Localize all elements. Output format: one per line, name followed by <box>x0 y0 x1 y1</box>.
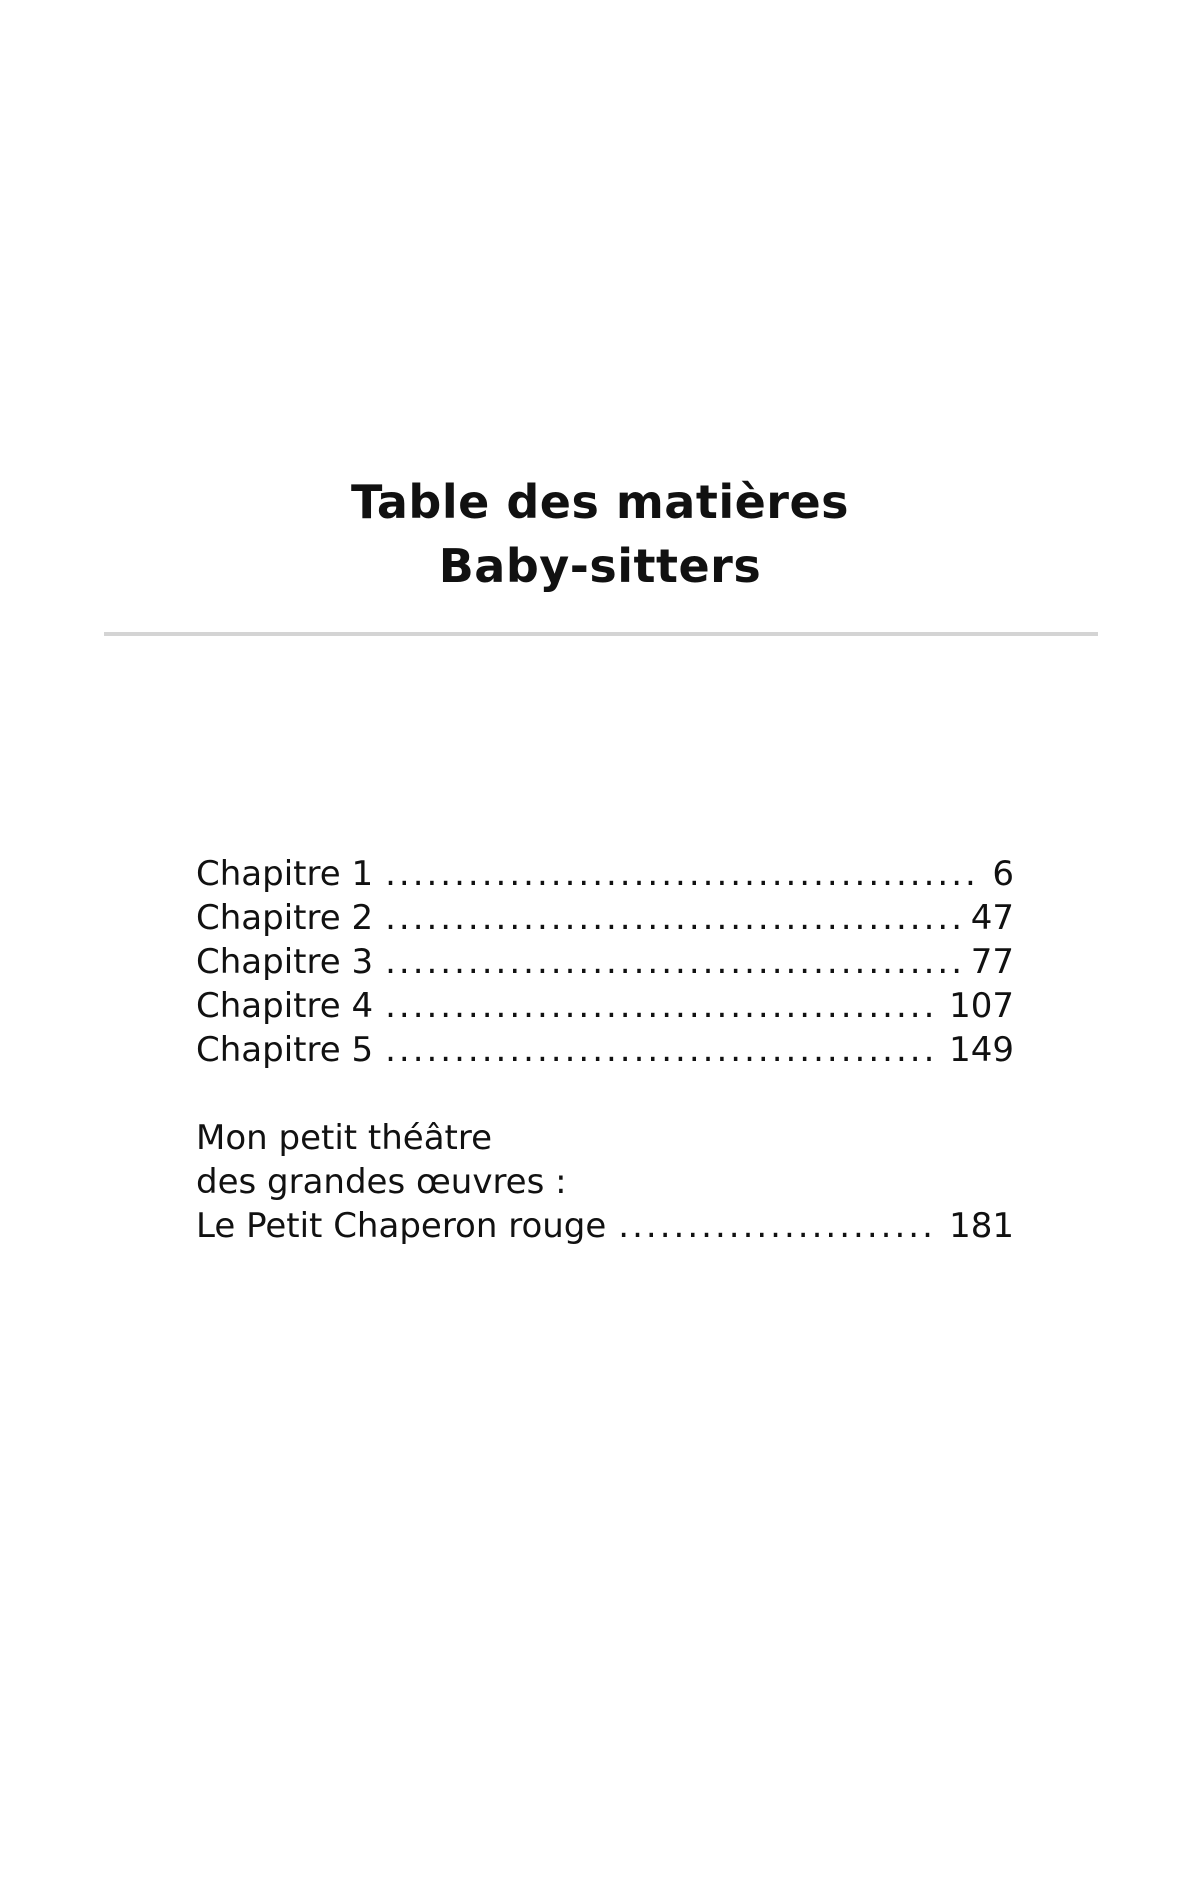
toc-entry-chapitre-2 <box>196 896 1014 940</box>
page-title <box>0 470 1200 598</box>
toc-entry-label: Chapitre 1 <box>196 854 374 894</box>
toc-entry-page: 181 <box>949 1206 1014 1246</box>
toc-entry-label: Chapitre 5 <box>196 1030 374 1070</box>
divider <box>104 632 1098 636</box>
toc-entry-label: Le Petit Chaperon rouge <box>196 1206 607 1246</box>
toc-entry-chapitre-5 <box>196 1028 1014 1072</box>
toc-entry-page: 77 <box>970 942 1014 982</box>
toc-entry-label: Chapitre 2 <box>196 898 374 938</box>
toc-extra-line-2: des grandes œuvres : <box>196 1162 567 1202</box>
toc-entry-page: 149 <box>949 1030 1014 1070</box>
dot-leader <box>385 940 959 984</box>
toc-entry-petit-chaperon-rouge <box>196 1204 1014 1248</box>
table-of-contents <box>196 852 1014 1248</box>
toc-entry-page: 107 <box>949 986 1014 1026</box>
toc-entry-chapitre-3 <box>196 940 1014 984</box>
toc-entry-label: Chapitre 3 <box>196 942 374 982</box>
spacer <box>196 1072 1014 1116</box>
dot-leader <box>385 984 937 1028</box>
toc-extra-line-1: Mon petit théâtre <box>196 1118 493 1158</box>
dot-leader <box>618 1204 937 1248</box>
toc-heading: Table des matières <box>350 475 850 529</box>
book-title: Baby-sitters <box>438 539 762 593</box>
toc-entry-chapitre-4 <box>196 984 1014 1028</box>
toc-entry-label: Chapitre 4 <box>196 986 374 1026</box>
toc-entry-page: 6 <box>992 854 1014 894</box>
toc-entry-page: 47 <box>970 898 1014 938</box>
dot-leader <box>385 852 980 896</box>
toc-entry-chapitre-1 <box>196 852 1014 896</box>
dot-leader <box>385 896 959 940</box>
dot-leader <box>385 1028 937 1072</box>
